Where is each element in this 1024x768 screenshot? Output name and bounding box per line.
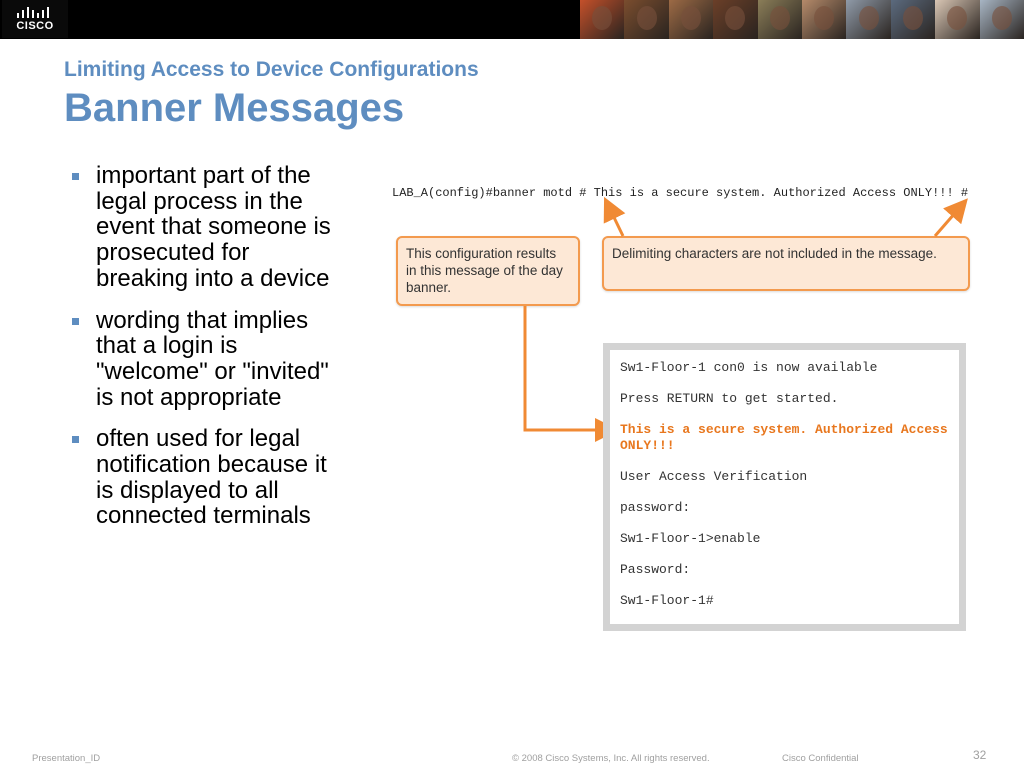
terminal-line: Sw1-Floor-1# <box>620 593 714 608</box>
terminal-line: Sw1-Floor-1>enable <box>620 531 761 546</box>
header-photo <box>580 0 624 39</box>
bullet-square-icon <box>72 318 79 325</box>
photo-face <box>725 6 745 30</box>
bullet-square-icon <box>72 173 79 180</box>
callout-config-results <box>396 236 580 306</box>
header-photo <box>758 0 802 39</box>
bullet-item <box>72 163 342 292</box>
photo-face <box>903 6 923 30</box>
bullet-item <box>72 426 342 529</box>
terminal-line: Password: <box>620 562 691 577</box>
photo-face <box>681 6 701 30</box>
bullet-square-icon <box>72 436 79 443</box>
footer-presentation-id: Presentation_ID <box>32 753 101 764</box>
bullet-list <box>72 163 342 545</box>
terminal-line: Sw1-Floor-1 con0 is now available <box>620 360 878 375</box>
header-photo <box>713 0 757 39</box>
terminal-banner-line: This is a secure system. Authorized Access ONLY!!! <box>620 422 956 453</box>
photo-face <box>770 6 790 30</box>
slide-title: Banner Messages <box>64 86 405 130</box>
header-photo <box>891 0 935 39</box>
arrow-to-banner-output <box>525 306 610 430</box>
terminal-output <box>610 350 959 624</box>
banner-command-text: LAB_A(config)#banner motd # This is a secure system. Authorized Access ONLY!!! # <box>392 186 969 200</box>
header-bar <box>0 0 1024 39</box>
callout-delimiting <box>602 236 970 291</box>
footer-copyright: © 2008 Cisco Systems, Inc. All rights reserved. <box>512 753 710 764</box>
header-photo <box>935 0 979 39</box>
cisco-logo <box>2 0 68 38</box>
cisco-bridge-icon <box>17 7 53 18</box>
page-number: 32 <box>973 748 987 762</box>
photo-face <box>637 6 657 30</box>
bullet-text: wording that implies that a login is "welcome" or "invited" is not appropriate <box>96 306 329 411</box>
photo-face <box>814 6 834 30</box>
callout-text: This configuration results in this message of the day banner. <box>406 246 563 295</box>
photo-face <box>992 6 1012 30</box>
header-photo <box>846 0 890 39</box>
photo-face <box>859 6 879 30</box>
photo-strip <box>580 0 1024 39</box>
cisco-wordmark: CISCO <box>16 20 54 32</box>
arrow-to-end-delimiter <box>935 205 962 236</box>
terminal-line: password: <box>620 500 691 515</box>
slide-subtitle: Limiting Access to Device Configurations <box>64 58 479 81</box>
header-photo <box>669 0 713 39</box>
photo-face <box>947 6 967 30</box>
callout-text: Delimiting characters are not included in the message. <box>612 246 937 261</box>
photo-face <box>592 6 612 30</box>
bullet-item <box>72 308 342 411</box>
bullet-text: important part of the legal process in the event that someone is prosecuted for breaking into a device <box>96 162 331 292</box>
terminal-window <box>603 343 966 631</box>
terminal-line: User Access Verification <box>620 469 808 484</box>
footer-confidential: Cisco Confidential <box>782 753 859 764</box>
bullet-text: often used for legal notification because it is displayed to all connected terminals <box>96 425 327 530</box>
header-photo <box>624 0 668 39</box>
header-photo <box>802 0 846 39</box>
terminal-line: Press RETURN to get started. <box>620 391 839 406</box>
header-photo <box>980 0 1024 39</box>
arrow-to-start-delimiter <box>608 205 623 236</box>
